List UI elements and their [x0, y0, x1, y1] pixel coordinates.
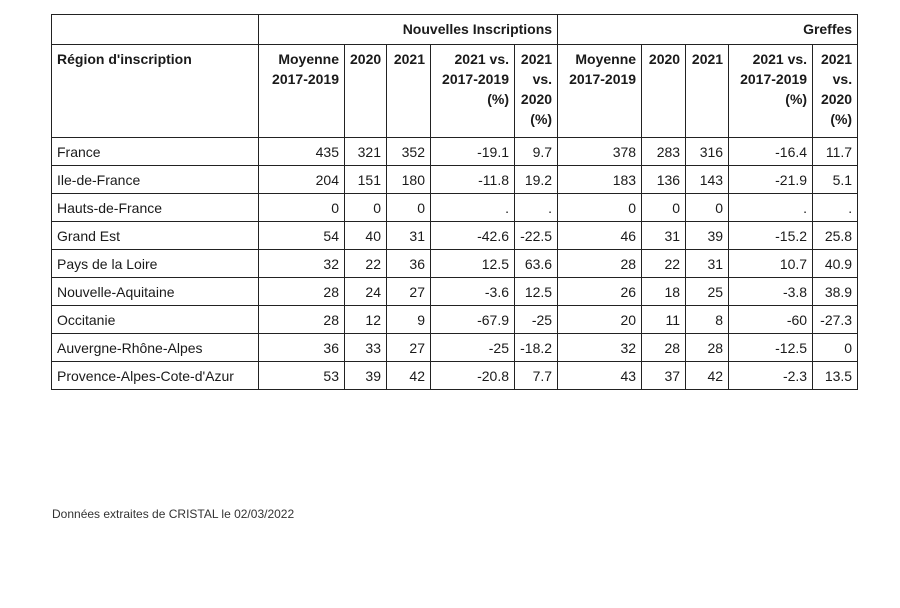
cell-ni-vs-2020: -22.5	[515, 222, 558, 250]
cell-region: Auvergne-Rhône-Alpes	[52, 334, 259, 362]
group-header-greffes: Greffes	[558, 15, 858, 45]
cell-region: Nouvelle-Aquitaine	[52, 278, 259, 306]
cell-ni-2020: 39	[345, 362, 387, 390]
cell-ni-vs-2020: -25	[515, 306, 558, 334]
cell-ni-moyenne: 53	[259, 362, 345, 390]
table-row	[52, 278, 858, 306]
cell-ni-2021: 42	[387, 362, 431, 390]
table-row	[52, 138, 858, 166]
cell-gr-vs-2020: 5.1	[813, 166, 858, 194]
cell-gr-2020: 0	[642, 194, 686, 222]
cell-region: Pays de la Loire	[52, 250, 259, 278]
cell-ni-vs-2017-2019: -20.8	[431, 362, 515, 390]
cell-region: Grand Est	[52, 222, 259, 250]
cell-ni-2021: 36	[387, 250, 431, 278]
cell-gr-vs-2020: 38.9	[813, 278, 858, 306]
cell-gr-vs-2017-2019: -60	[729, 306, 813, 334]
cell-ni-moyenne: 435	[259, 138, 345, 166]
cell-gr-2021: 143	[686, 166, 729, 194]
cell-gr-vs-2020: 40.9	[813, 250, 858, 278]
cell-ni-moyenne: 54	[259, 222, 345, 250]
cell-gr-moyenne: 28	[558, 250, 642, 278]
cell-region: Ile-de-France	[52, 166, 259, 194]
cell-gr-vs-2017-2019: -21.9	[729, 166, 813, 194]
cell-gr-2021: 39	[686, 222, 729, 250]
cell-ni-2021: 9	[387, 306, 431, 334]
table-row	[52, 250, 858, 278]
table-body	[52, 138, 858, 390]
table-row	[52, 222, 858, 250]
cell-ni-2020: 151	[345, 166, 387, 194]
cell-ni-vs-2017-2019: -67.9	[431, 306, 515, 334]
cell-ni-moyenne: 204	[259, 166, 345, 194]
cell-gr-2020: 11	[642, 306, 686, 334]
cell-ni-2021: 31	[387, 222, 431, 250]
cell-gr-vs-2020: -27.3	[813, 306, 858, 334]
cell-ni-vs-2017-2019: -19.1	[431, 138, 515, 166]
cell-ni-moyenne: 32	[259, 250, 345, 278]
col-header-gr-vs-2020: 2021 vs. 2020 (%)	[813, 45, 858, 138]
cell-ni-vs-2017-2019: -11.8	[431, 166, 515, 194]
cell-ni-vs-2017-2019: 12.5	[431, 250, 515, 278]
col-header-region: Région d'inscription	[52, 45, 259, 138]
cell-gr-2020: 28	[642, 334, 686, 362]
cell-region: Provence-Alpes-Cote-d'Azur	[52, 362, 259, 390]
table-row	[52, 362, 858, 390]
column-header-row	[52, 45, 858, 138]
cell-gr-vs-2020: .	[813, 194, 858, 222]
cell-ni-vs-2020: .	[515, 194, 558, 222]
cell-ni-moyenne: 28	[259, 278, 345, 306]
cell-gr-moyenne: 26	[558, 278, 642, 306]
cell-gr-moyenne: 20	[558, 306, 642, 334]
cell-ni-2020: 12	[345, 306, 387, 334]
cell-gr-vs-2017-2019: -12.5	[729, 334, 813, 362]
cell-gr-vs-2017-2019: -3.8	[729, 278, 813, 306]
cell-gr-vs-2020: 11.7	[813, 138, 858, 166]
cell-ni-moyenne: 28	[259, 306, 345, 334]
cell-gr-2020: 22	[642, 250, 686, 278]
cell-gr-2020: 31	[642, 222, 686, 250]
cell-region: France	[52, 138, 259, 166]
cell-gr-vs-2017-2019: -16.4	[729, 138, 813, 166]
cell-region: Hauts-de-France	[52, 194, 259, 222]
cell-gr-moyenne: 43	[558, 362, 642, 390]
cell-ni-2021: 27	[387, 278, 431, 306]
cell-ni-2021: 180	[387, 166, 431, 194]
cell-gr-2020: 283	[642, 138, 686, 166]
cell-gr-2021: 28	[686, 334, 729, 362]
cell-ni-vs-2017-2019: -25	[431, 334, 515, 362]
cell-gr-2021: 42	[686, 362, 729, 390]
group-header-nouvelles-inscriptions: Nouvelles Inscriptions	[259, 15, 558, 45]
cell-ni-vs-2020: -18.2	[515, 334, 558, 362]
cell-gr-moyenne: 46	[558, 222, 642, 250]
col-header-ni-2021: 2021	[387, 45, 431, 138]
cell-gr-moyenne: 378	[558, 138, 642, 166]
cell-gr-vs-2017-2019: 10.7	[729, 250, 813, 278]
col-header-gr-2020: 2020	[642, 45, 686, 138]
table-row	[52, 166, 858, 194]
cell-ni-2020: 40	[345, 222, 387, 250]
cell-ni-2020: 33	[345, 334, 387, 362]
cell-gr-2020: 136	[642, 166, 686, 194]
col-header-ni-2020: 2020	[345, 45, 387, 138]
cell-gr-2021: 316	[686, 138, 729, 166]
cell-region: Occitanie	[52, 306, 259, 334]
cell-ni-vs-2020: 63.6	[515, 250, 558, 278]
group-header-blank	[52, 15, 259, 45]
cell-gr-vs-2020: 13.5	[813, 362, 858, 390]
cell-ni-vs-2020: 9.7	[515, 138, 558, 166]
cell-gr-vs-2020: 0	[813, 334, 858, 362]
cell-ni-2021: 27	[387, 334, 431, 362]
cell-ni-2020: 0	[345, 194, 387, 222]
cell-ni-2020: 321	[345, 138, 387, 166]
group-header-row	[52, 15, 858, 45]
cell-gr-2021: 0	[686, 194, 729, 222]
source-footnote: Données extraites de CRISTAL le 02/03/2022	[52, 507, 295, 521]
cell-gr-2021: 8	[686, 306, 729, 334]
cell-ni-2020: 24	[345, 278, 387, 306]
cell-gr-moyenne: 183	[558, 166, 642, 194]
col-header-ni-vs-2020: 2021 vs. 2020 (%)	[515, 45, 558, 138]
col-header-gr-vs-2017-2019: 2021 vs. 2017-2019 (%)	[729, 45, 813, 138]
data-table	[51, 14, 858, 390]
table-row	[52, 306, 858, 334]
cell-ni-moyenne: 36	[259, 334, 345, 362]
cell-gr-2020: 18	[642, 278, 686, 306]
cell-ni-vs-2017-2019: .	[431, 194, 515, 222]
cell-ni-vs-2017-2019: -42.6	[431, 222, 515, 250]
cell-ni-vs-2020: 19.2	[515, 166, 558, 194]
cell-gr-vs-2017-2019: -2.3	[729, 362, 813, 390]
cell-gr-vs-2017-2019: -15.2	[729, 222, 813, 250]
cell-ni-moyenne: 0	[259, 194, 345, 222]
cell-ni-vs-2020: 7.7	[515, 362, 558, 390]
cell-ni-2020: 22	[345, 250, 387, 278]
cell-gr-2021: 25	[686, 278, 729, 306]
cell-gr-2021: 31	[686, 250, 729, 278]
cell-gr-vs-2020: 25.8	[813, 222, 858, 250]
cell-gr-moyenne: 32	[558, 334, 642, 362]
table-row	[52, 334, 858, 362]
cell-ni-vs-2020: 12.5	[515, 278, 558, 306]
col-header-ni-vs-2017-2019: 2021 vs. 2017-2019 (%)	[431, 45, 515, 138]
col-header-gr-moyenne: Moyenne 2017-2019	[558, 45, 642, 138]
cell-gr-moyenne: 0	[558, 194, 642, 222]
cell-ni-2021: 352	[387, 138, 431, 166]
cell-gr-vs-2017-2019: .	[729, 194, 813, 222]
col-header-gr-2021: 2021	[686, 45, 729, 138]
col-header-ni-moyenne: Moyenne 2017-2019	[259, 45, 345, 138]
cell-gr-2020: 37	[642, 362, 686, 390]
cell-ni-2021: 0	[387, 194, 431, 222]
cell-ni-vs-2017-2019: -3.6	[431, 278, 515, 306]
table-row	[52, 194, 858, 222]
